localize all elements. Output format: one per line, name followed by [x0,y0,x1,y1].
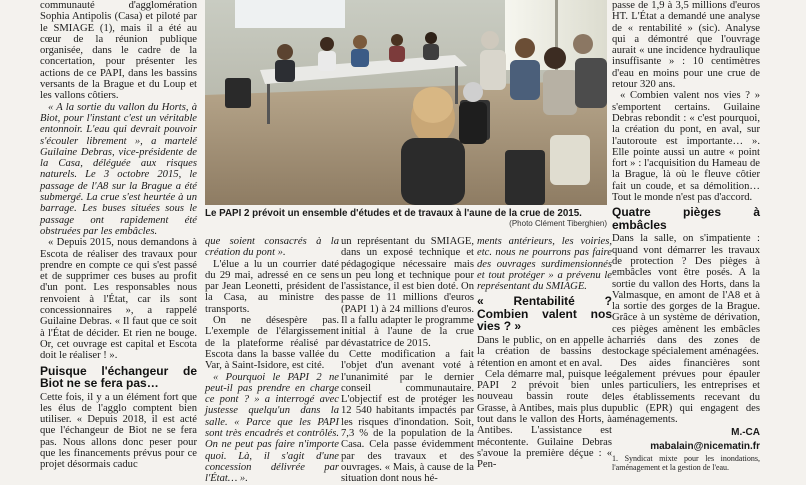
meeting-photo [205,0,607,205]
paragraph: Cela démarre mal, puisque le PAPI 2 prévoit bien un nouveau bassin route de Grasse, à Antibes, mais plus du tout dans le vallon des Horts, à Antibes. L'assistance est mécontente. Guilaine Debras s'avoue la première déçue : « Pen- [477,368,612,471]
paragraph: Cette fois, il y a un élément fort que les élus de l'agglo comptent bien utiliser. « Depuis 2018, il est acté que l'échangeur de Biot ne se fera pas. Nous allons donc peser pour que les financements prévus pour ce projet désormais caduc [40,391,197,471]
subheading: Quatre pièges à embâcles [612,205,760,232]
article-column-3 [341,236,474,485]
paragraph: Des aides financières sont également prévues pour épauler les particuliers, les entreprises et les établissements recevant du public (EPR) qui engagent des aménagements. [612,357,760,426]
paragraph: On ne désespère pas. L'exemple de l'élargissement de la plateforme réalisé par Escota dans la basse vallée du Var, à Saint-Isidore, est cité. [205,315,339,372]
paragraph: « Depuis 2015, nous demandons à Escota de réaliser des travaux pour prendre en compte ce qui s'est passé et de supprimer ces buses au profit d'un pont. Les responsables nous renvoient à l'État, car ils sont concessionnaires », a rappelé Guilaine Debras. « Il faut que ce soit à l'État de décider. Et rien ne bouge. Or, cet ouvrage est capital et Escota doit le réaliser ! ». [40,237,197,362]
photo-caption: Le PAPI 2 prévoit un ensemble d'études et de travaux à l'aune de la crue de 2015. [205,208,582,219]
article-column-1 [40,0,197,471]
paragraph: que soient consacrés à la création du pont ». [205,236,339,259]
paragraph: un représentant du SMIAGE, dans un exposé technique et pédagogique nécessaire mais un peu long et technique pour l'assistance, il est bien doté. On passe de 11 millions d'euros (PAPI 1) à 24 millions d'euros. Il a fallu adapter le programme initial à l'aune de la crue dévastatrice de 2015. [341,236,474,349]
paragraph: Cette modification a fait l'objet d'un avenant voté à l'unanimité par le dernier conseil communautaire. L'objectif est de protéger les 12 540 habitants impactés par les risques d'inondation. Soit, 7,3 % de la population de la Casa. Cela passe évidemment par des travaux et des ouvrages. « Mais, à cause de la situation dont nous hé- [341,348,474,485]
paragraph: Dans la salle, on s'impatiente : quand vont démarrer les travaux de protection ? Des pièges à embâcles vont être posés. A la sortie du vallon des Horts, dans la Valmasque, en amont de l'A8 et à la sortie des gorges de la Brague. Grâce à un système de dérivation, ces pièges amènent les embâcles charriés dans des zones de stockage spécialement aménagées. [612,233,760,358]
subheading: Puisque l'échangeur de Biot ne se fera pas… [40,363,197,390]
paragraph: communauté d'agglomération Sophia Antipolis (Casa) et piloté par le SMIAGE (1), mais il a été au cœur de la réunion publique organisée, dans le cadre de la concertation, pour présenter les actions de ce PAPI, dans les bassins versants de la Brague et du Loup et les vallons côtiers. [40,0,197,102]
footnote: 1. Syndicat mixte pour les inondations, l'aménagement et la gestion de l'eau. [612,453,760,472]
paragraph: L'élue a lu un courrier daté du 29 mai, adressé en ce sens par Jean Leonetti, président de la Casa, au ministre des transports. [205,258,339,315]
article-column-5 [612,0,760,472]
paragraph: « Combien valent nos vies ? » s'emportent certains. Guilaine Debras rebondit : « c'est pourquoi, la création du pont, en aval, sur l'autoroute est importante… ». Elle pointe aussi un autre « point fort » : l'acquisition du Hameau de la Brague, là où le fleuve côtier fait un coude, et sa démolition… Tout le monde n'est pas d'accord. [612,90,760,204]
author-email[interactable]: mabalain@nicematin.fr [650,440,760,452]
paragraph: « A la sortie du vallon du Horts, à Biot, pour l'instant c'est un véritable entonnoir. L'eau qui devrait pouvoir s'écouler librement », a martelé Guilaine Debras, vice-présidente de la Casa, déléguée aux risques naturels. Le 3 octobre 2015, le passage de l'A8 sur la Brague a été submergé. La crue s'est heurtée à un barrage. Les buses situées sous le passage ont rapidement été obstruées par les embâcles. [40,101,197,237]
photo-caption-block [205,208,607,236]
article-column-4 [477,236,612,471]
paragraph: passe de 1,9 à 3,5 millions d'euros HT. L'État a demandé une analyse de « rentabilité » (sic). Analyse qui a démontré que l'ouvrage aurait « une incidence hydraulique insuffisante » : 10 centimètres d'eau en moins pour une crue de retour 320 ans. [612,0,760,91]
paragraph: Dans le public, on en appelle à la création de bassins de rétention en amont et en aval. [477,334,612,369]
paragraph: ments antérieurs, les voiries, etc. nous ne pourrons pas faire des ouvrages surdimensionnés et tout protéger » a prévenu le représentant du SMIAGE. [477,236,612,293]
article-column-2 [205,236,339,485]
subheading: « Rentabilité ? Combien valent nos vies ? » [477,294,612,334]
photo-credit: (Photo Clément Tiberghien) [509,219,607,228]
paragraph: « Pourquoi le PAPI 2 ne peut-il pas prendre en charge ce pont ? » a interrogé avec justesse quelqu'un dans la salle. « Parce que les PAPI sont très encadrés et contrôlés. On ne peut pas faire n'importe quoi. Là, il s'agit d'une concession délivrée par l'État… ». [205,371,339,485]
author-initials: M.-CA [731,427,760,439]
